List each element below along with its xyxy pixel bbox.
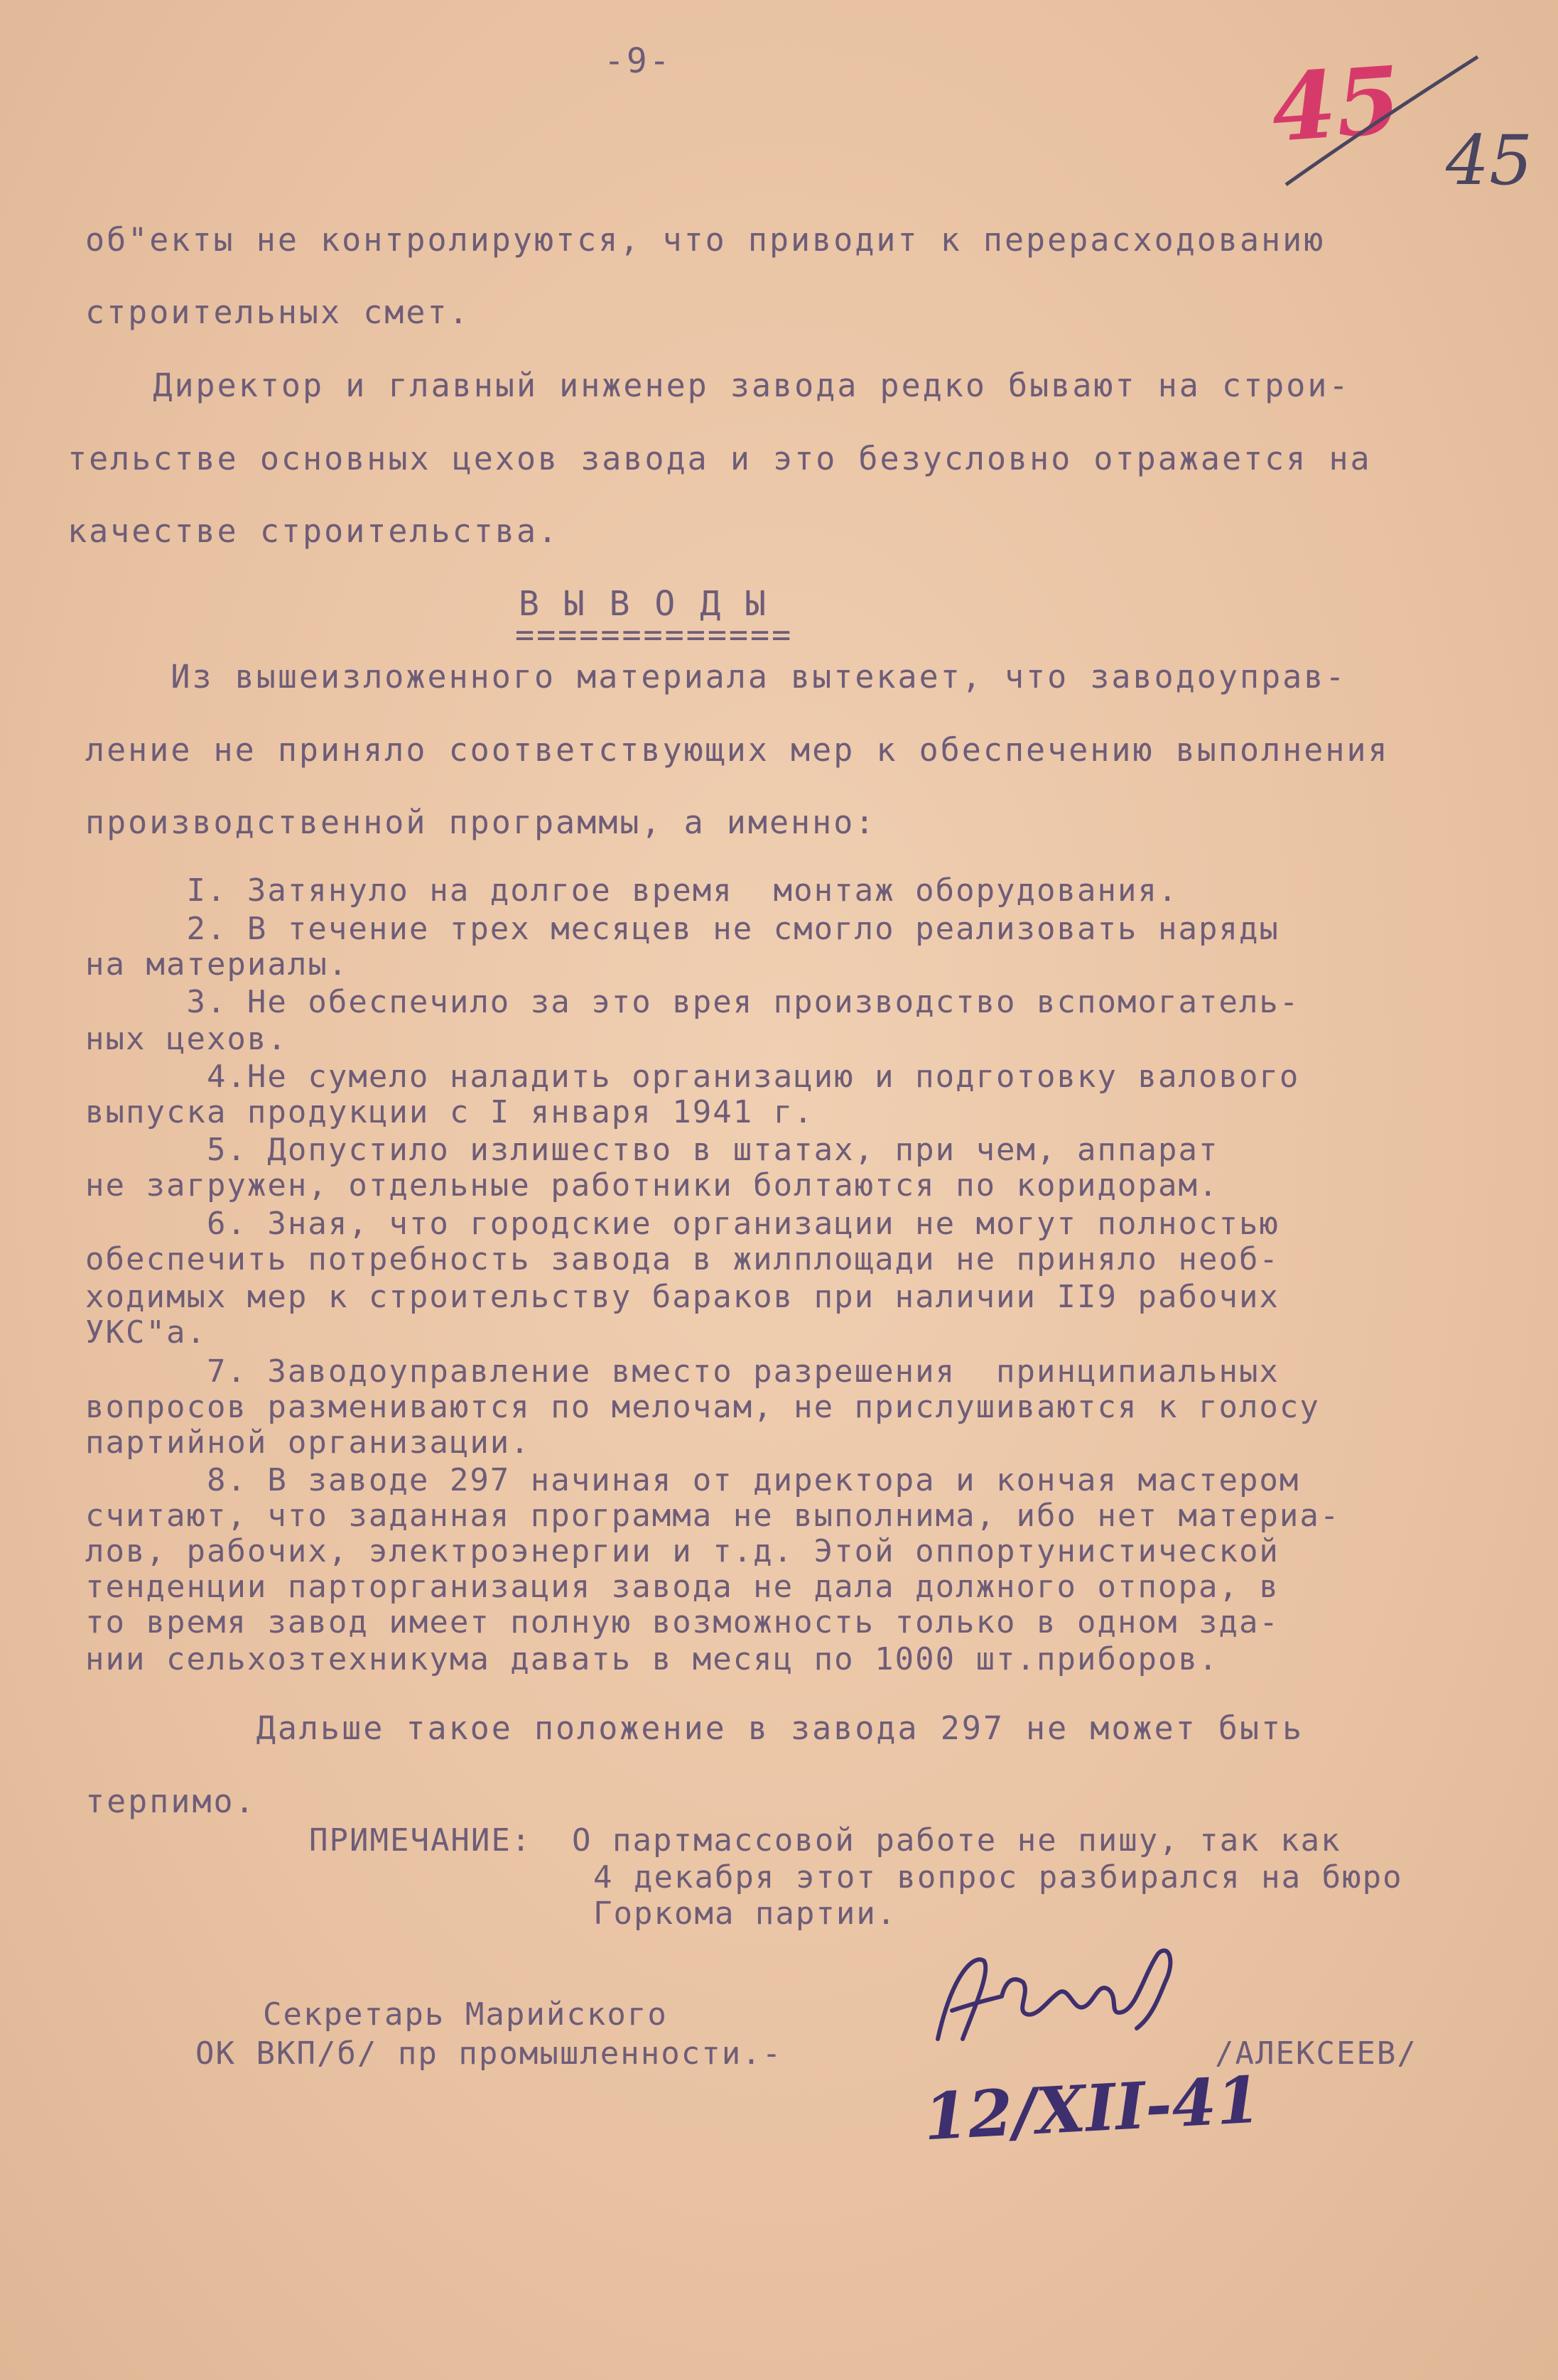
paragraph-line: качестве строительства.: [67, 512, 560, 550]
note-line: О партмассовой работе не пишу, так как: [572, 1822, 1341, 1859]
list-line: обеспечить потребность завода в жилплощади не приняло необ-: [85, 1241, 1280, 1277]
closing-line: Дальше такое положение в завода 297 не может быть: [85, 1709, 1304, 1747]
list-line: нии сельхозтехникума давать в месяц по 1000 шт.приборов.: [85, 1641, 1219, 1677]
intro-line: об"екты не контролируются, что приводит к перерасходованию: [85, 221, 1326, 259]
paragraph-line: тельстве основных цехов завода и это безусловно отражается на: [67, 440, 1372, 477]
list-line: лов, рабочих, электроэнергии и т.д. Этой оппортунистической: [85, 1533, 1280, 1569]
list-line: партийной организации.: [85, 1424, 531, 1461]
list-line: 3. Не обеспечило за это врея производство вспомогатель-: [85, 984, 1300, 1020]
closing-line: терпимо.: [85, 1783, 256, 1820]
list-line: на материалы.: [85, 946, 349, 983]
list-line: считают, что заданная программа не выполнима, ибо нет материа-: [85, 1498, 1341, 1534]
note-line: Горкома партии.: [593, 1895, 897, 1932]
list-line: 5. Допустило излишество в штатах, при чем, аппарат: [85, 1132, 1219, 1168]
list-line: УКС"а.: [85, 1314, 207, 1351]
list-line: I. Затянуло на долгое время монтаж оборудования.: [85, 872, 1179, 909]
list-line: выпуска продукции с I января 1941 г.: [85, 1094, 814, 1130]
signatory-name: /АЛЕКСЕЕВ/: [1215, 2035, 1417, 2072]
list-line: вопросов размениваются по мелочам, не прислушиваются к голосу: [85, 1389, 1320, 1425]
archive-number-dark: 45: [1446, 121, 1533, 200]
paragraph-line: Директор и главный инженер завода редко бывают на строи-: [67, 367, 1351, 404]
heading-rule: =============: [515, 616, 794, 654]
list-line: ных цехов.: [85, 1021, 288, 1057]
section-heading: В Ы В О Д Ы: [519, 584, 768, 624]
conclusion-line: ление не приняло соответствующих мер к обеспечению выполнения: [85, 731, 1390, 769]
archive-number-red: 45: [1267, 45, 1405, 163]
list-line: 6. Зная, что городские организации не могут полностью: [85, 1206, 1280, 1242]
signatory-title: ОК ВКП/б/ пр промышленности.-: [195, 2035, 783, 2072]
handwritten-signature: [924, 1932, 1201, 2075]
page-number: -9-: [604, 41, 672, 81]
handwritten-date: 12/XII-41: [921, 2062, 1263, 2155]
list-line: 7. Заводоуправление вместо разрешения принципиальных: [85, 1353, 1280, 1390]
list-line: тенденции парторганизация завода не дала должного отпора, в: [85, 1569, 1280, 1605]
list-line: ходимых мер к строительству бараков при наличии II9 рабочих: [85, 1279, 1280, 1315]
conclusion-line: производственной программы, а именно:: [85, 804, 877, 841]
list-line: 2. В течение трех месяцев не смогло реализовать наряды: [85, 911, 1280, 947]
list-line: 8. В заводе 297 начиная от директора и кончая мастером: [85, 1462, 1300, 1498]
list-line: не загружен, отдельные работники болтаются по коридорам.: [85, 1167, 1219, 1203]
conclusion-line: Из вышеизложенного материала вытекает, что заводоуправ-: [85, 658, 1347, 696]
list-line: 4.Не сумело наладить организацию и подготовку валового: [85, 1059, 1300, 1095]
intro-line: строительных смет.: [85, 293, 470, 331]
note-label: ПРИМЕЧАНИЕ:: [309, 1822, 532, 1859]
list-line: то время завод имеет полную возможность только в одном зда-: [85, 1604, 1280, 1640]
note-line: 4 декабря этот вопрос разбирался на бюро: [593, 1859, 1403, 1895]
signatory-title: Секретарь Марийского: [263, 1996, 668, 2033]
